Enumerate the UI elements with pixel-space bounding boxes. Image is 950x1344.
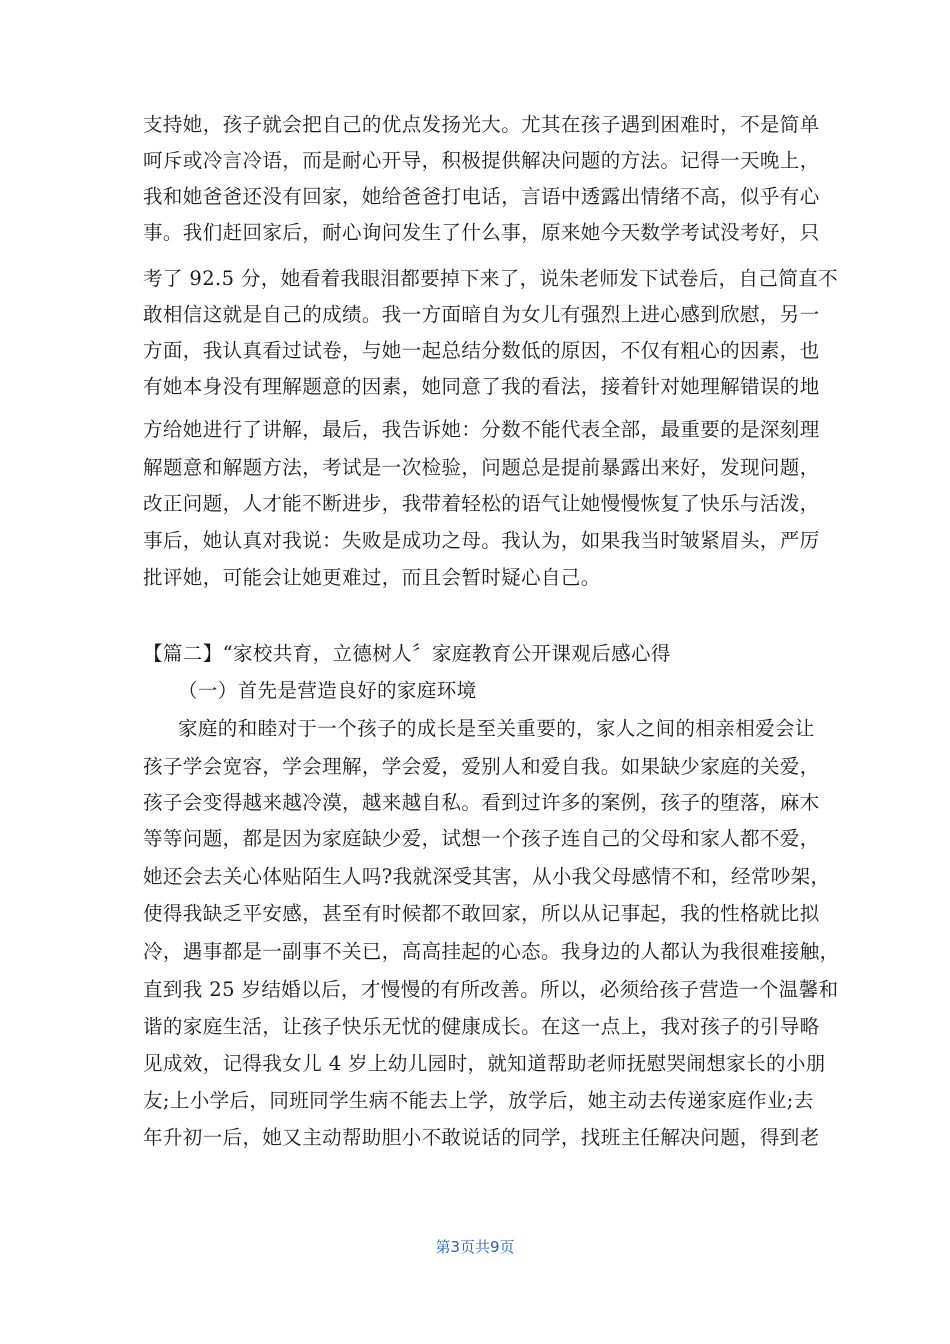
text-line: 方给她进行了讲解，最后，我告诉她：分数不能代表全部，最重要的是深刻理 <box>143 418 820 441</box>
text-line: 解题意和解题方法，考试是一次检验，问题总是提前暴露出来好，发现问题， <box>143 456 820 479</box>
text-line: 支持她，孩子就会把自己的优点发扬光大。尤其在孩子遇到困难时，不是简单 <box>143 113 820 136</box>
text-line: 她还会去关心体贴陌生人吗?我就深受其害，从小我父母感情不和，经常吵架， <box>143 865 831 888</box>
text-line: 有她本身没有理解题意的因素，她同意了我的看法，接着针对她理解错误的地 <box>143 375 820 398</box>
text-line: 我和她爸爸还没有回家，她给爸爸打电话，言语中透露出情绪不高，似乎有心 <box>143 185 820 208</box>
text-line: 等等问题，都是因为家庭缺少爱，试想一个孩子连自己的父母和家人都不爱， <box>143 827 820 850</box>
text-line: 冷，遇事都是一副事不关已，高高挂起的心态。我身边的人都认为我很难接触， <box>143 940 840 963</box>
text-line: 事。我们赶回家后，耐心询问发生了什么事，原来她今天数学考试没考好，只 <box>143 221 820 244</box>
text-line: 谐的家庭生活，让孩子快乐无忧的健康成长。在这一点上，我对孩子的引导略 <box>143 1015 820 1038</box>
text-line: 孩子学会宽容，学会理解，学会爱，爱别人和爱自我。如果缺少家庭的关爱， <box>143 755 820 778</box>
text-line: 改正问题，人才能不断进步，我带着轻松的语气让她慢慢恢复了快乐与活泼， <box>143 492 820 515</box>
text-line: 使得我缺乏平安感，甚至有时候都不敢回家，所以从记事起，我的性格就比拟 <box>143 902 820 925</box>
text-line: 批评她，可能会让她更难过，而且会暂时疑心自己。 <box>143 566 601 589</box>
text-line: 友;上小学后，同班同学生病不能去上学，放学后，她主动去传递家庭作业;去 <box>143 1089 814 1112</box>
section-title: 【篇二】“家校共育，立德树人〞家庭教育公开课观后感心得 <box>143 642 671 665</box>
section-subtitle: （一）首先是营造良好的家庭环境 <box>178 679 477 702</box>
text-line: 孩子会变得越来越冷漠，越来越自私。看到过许多的案例，孩子的堕落，麻木 <box>143 791 820 814</box>
text-line: 家庭的和睦对于一个孩子的成长是至关重要的，家人之间的相亲相爱会让 <box>178 717 815 740</box>
text-line: 呵斥或冷言冷语，而是耐心开导，积极提供解决问题的方法。记得一天晚上， <box>143 149 820 172</box>
text-line: 见成效，记得我女儿 4 岁上幼儿园时，就知道帮助老师抚慰哭闹想家长的小朋 <box>143 1052 826 1075</box>
text-line: 年升初一后，她又主动帮助胆小不敢说话的同学，找班主任解决问题，得到老 <box>143 1126 820 1149</box>
text-line: 直到我 25 岁结婚以后，才慢慢的有所改善。所以，必须给孩子营造一个温馨和 <box>143 978 839 1001</box>
text-line: 考了 92.5 分，她看着我眼泪都要掉下来了，说朱老师发下试卷后，自己简直不 <box>143 267 839 290</box>
page-number: 第3页共9页 <box>435 1238 515 1256</box>
text-line: 敢相信这就是自己的成绩。我一方面暗自为女儿有强烈上进心感到欣慰，另一 <box>143 303 820 326</box>
text-line: 方面，我认真看过试卷，与她一起总结分数低的原因，不仅有粗心的因素，也 <box>143 339 820 362</box>
text-line: 事后，她认真对我说：失败是成功之母。我认为，如果我当时皱紧眉头，严厉 <box>143 529 820 552</box>
